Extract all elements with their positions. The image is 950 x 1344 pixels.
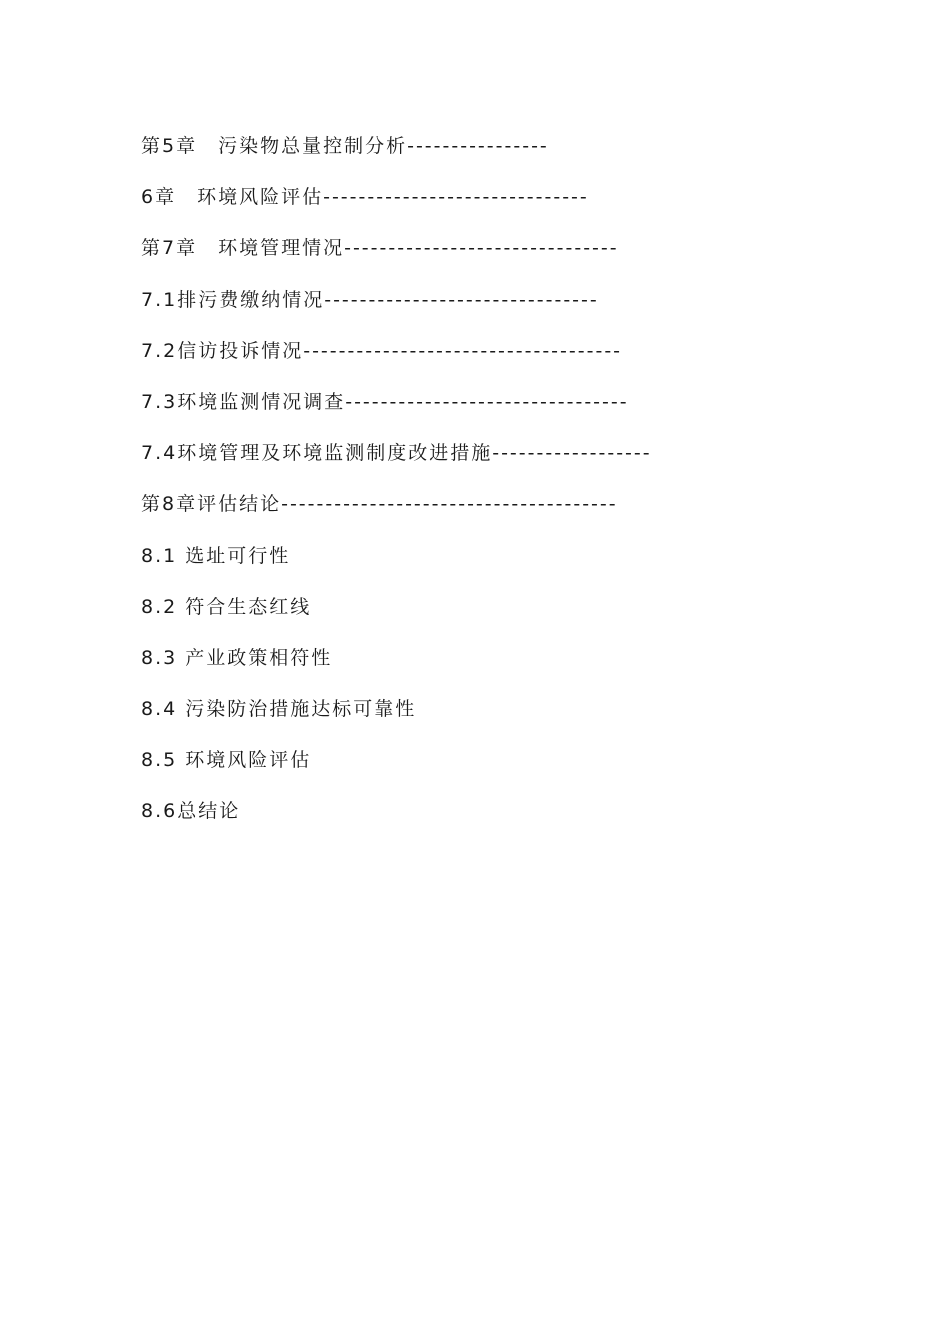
- toc-entry-8-2: 8.2 符合生态红线: [141, 595, 312, 618]
- toc-entry-7-1: 7.1排污费缴纳情况-------------------------------: [141, 288, 599, 311]
- toc-entry-8-5: 8.5 环境风险评估: [141, 749, 312, 772]
- toc-entry-8-6: 8.6总结论: [141, 800, 241, 823]
- toc-entry-8-4: 8.4 污染防治措施达标可靠性: [141, 698, 417, 721]
- toc-entry-chapter-7: 第7章 环境管理情况-------------------------------: [141, 237, 619, 260]
- toc-entry-7-4: 7.4环境管理及环境监测制度改进措施------------------: [141, 442, 652, 465]
- toc-entry-chapter-5: 第5章 污染物总量控制分析----------------: [141, 135, 549, 157]
- toc-entry-8-1: 8.1 选址可行性: [141, 544, 291, 567]
- toc-entry-7-3: 7.3环境监测情况调查--------------------------------: [141, 390, 629, 413]
- toc-entry-chapter-8: 第8章评估结论--------------------------------------: [141, 493, 618, 516]
- toc-entry-chapter-6: 6章 环境风险评估------------------------------: [141, 186, 589, 209]
- toc-entry-8-3: 8.3 产业政策相符性: [141, 646, 333, 669]
- table-of-contents: [141, 128, 861, 845]
- toc-entry-7-2: 7.2信访投诉情况------------------------------------: [141, 339, 623, 362]
